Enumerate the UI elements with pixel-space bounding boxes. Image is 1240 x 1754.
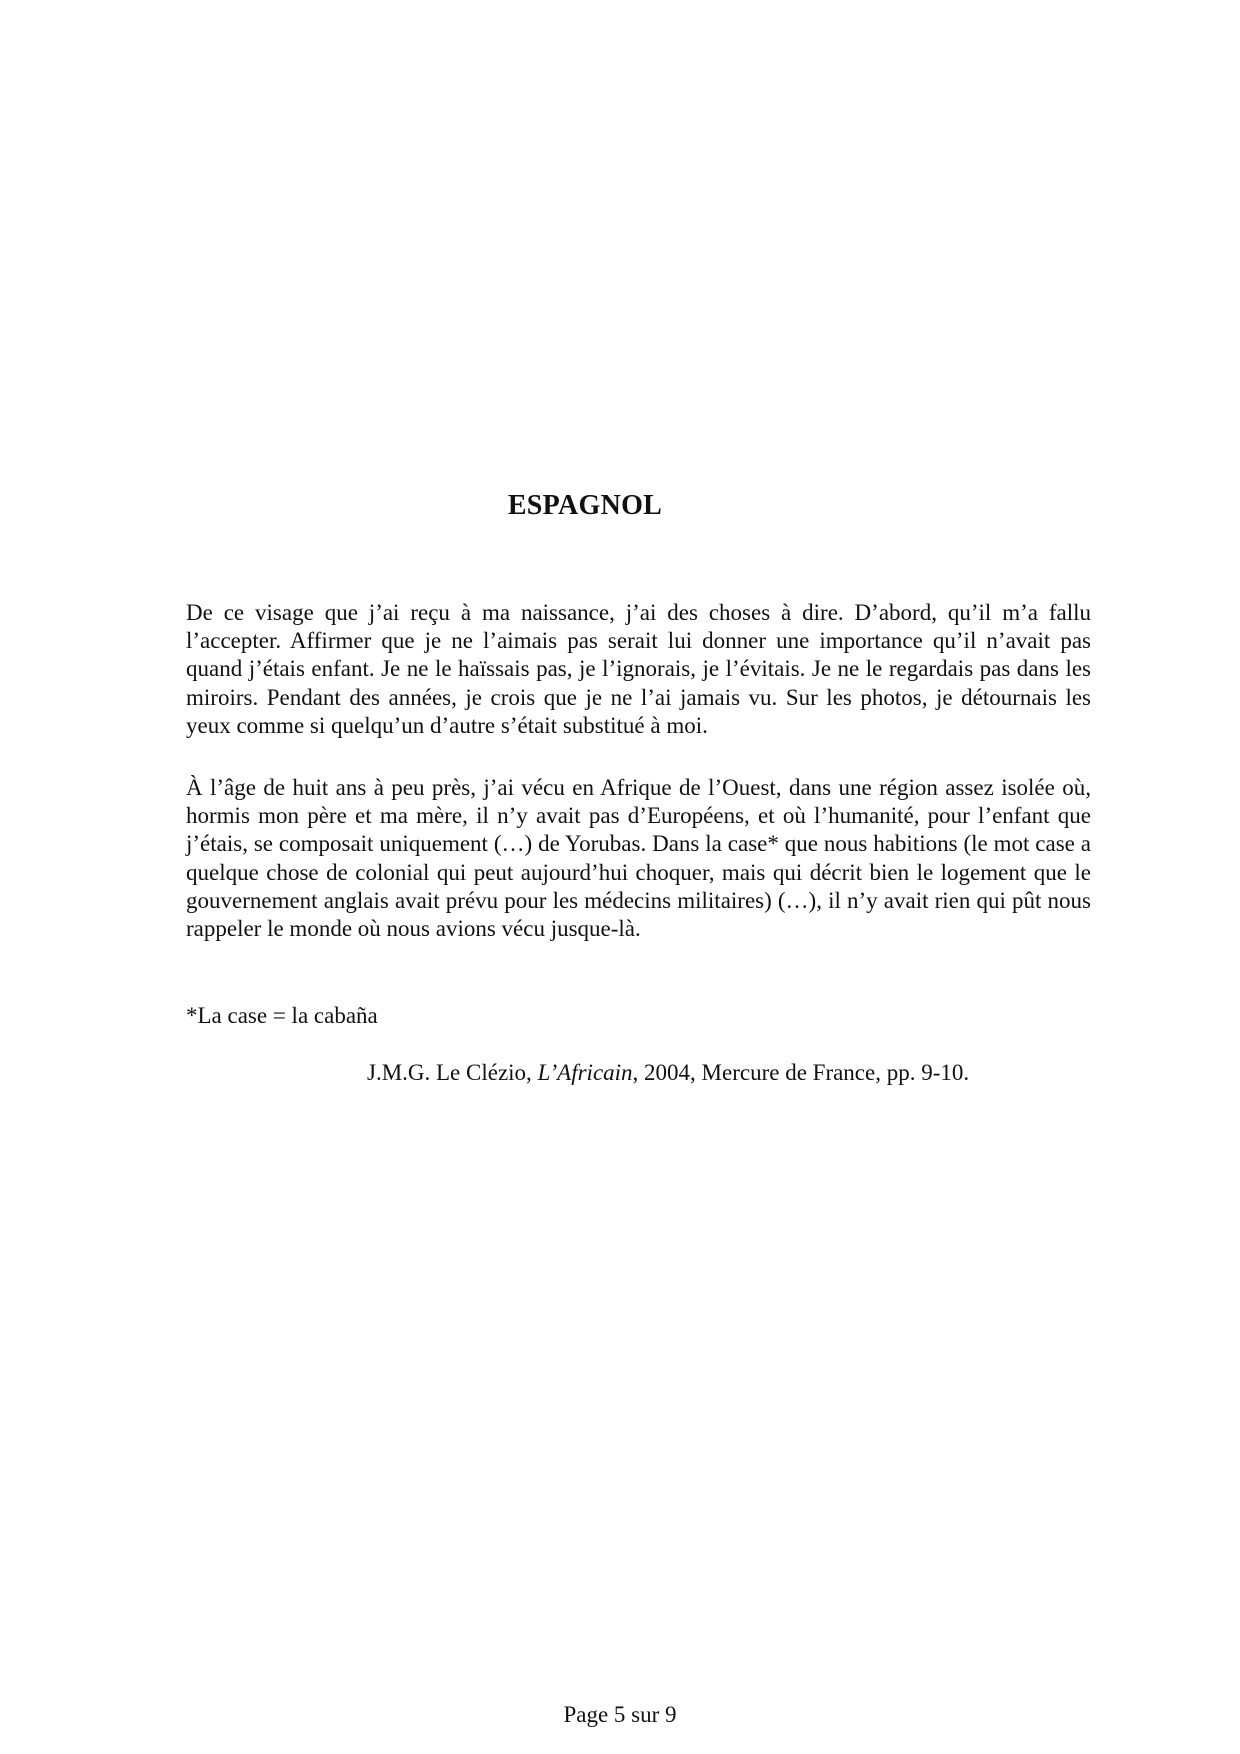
footnote: *La case = la cabaña <box>186 1003 378 1028</box>
page-title: ESPAGNOL <box>507 490 663 521</box>
citation-details: , 2004, Mercure de France, pp. 9-10. <box>632 1060 970 1085</box>
body-paragraph-1: De ce visage que j’ai reçu à ma naissance, j’ai des choses à dire. D’abord, qu’il m’a fallu l’accepter. Affirmer que je ne l’aimais pas serait lui donner une importance qu’il n’avait pas quand j’étais enfant. Je ne le haïssais pas, je l’ignorais, je l’évitais. Je ne le regardais pas dans les miroirs. Pendant des années, je crois que je ne l’ai jamais vu. Sur les photos, je détournais les yeux comme si quelqu’un d’autre s’était substitué à moi. <box>186 600 1091 738</box>
citation-author: J.M.G. Le Clézio, <box>367 1060 532 1085</box>
page-number: Page 5 sur 9 <box>563 1702 677 1727</box>
citation <box>367 1060 969 1086</box>
citation-work-title: L’Africain <box>537 1060 633 1085</box>
body-paragraph-2: À l’âge de huit ans à peu près, j’ai vécu en Afrique de l’Ouest, dans une région assez isolée où, hormis mon père et ma mère, il n’y avait pas d’Européens, et où l’humanité, pour l’enfant que j’étais, se composait uniquement (…) de Yorubas. Dans la case* que nous habitions (le mot case a quelque chose de colonial qui peut aujourd’hui choquer, mais qui décrit bien le logement que le gouvernement anglais avait prévu pour les médecins militaires) (…), il n’y avait rien qui pût nous rappeler le monde où nous avions vécu jusque-là. <box>186 775 1091 942</box>
